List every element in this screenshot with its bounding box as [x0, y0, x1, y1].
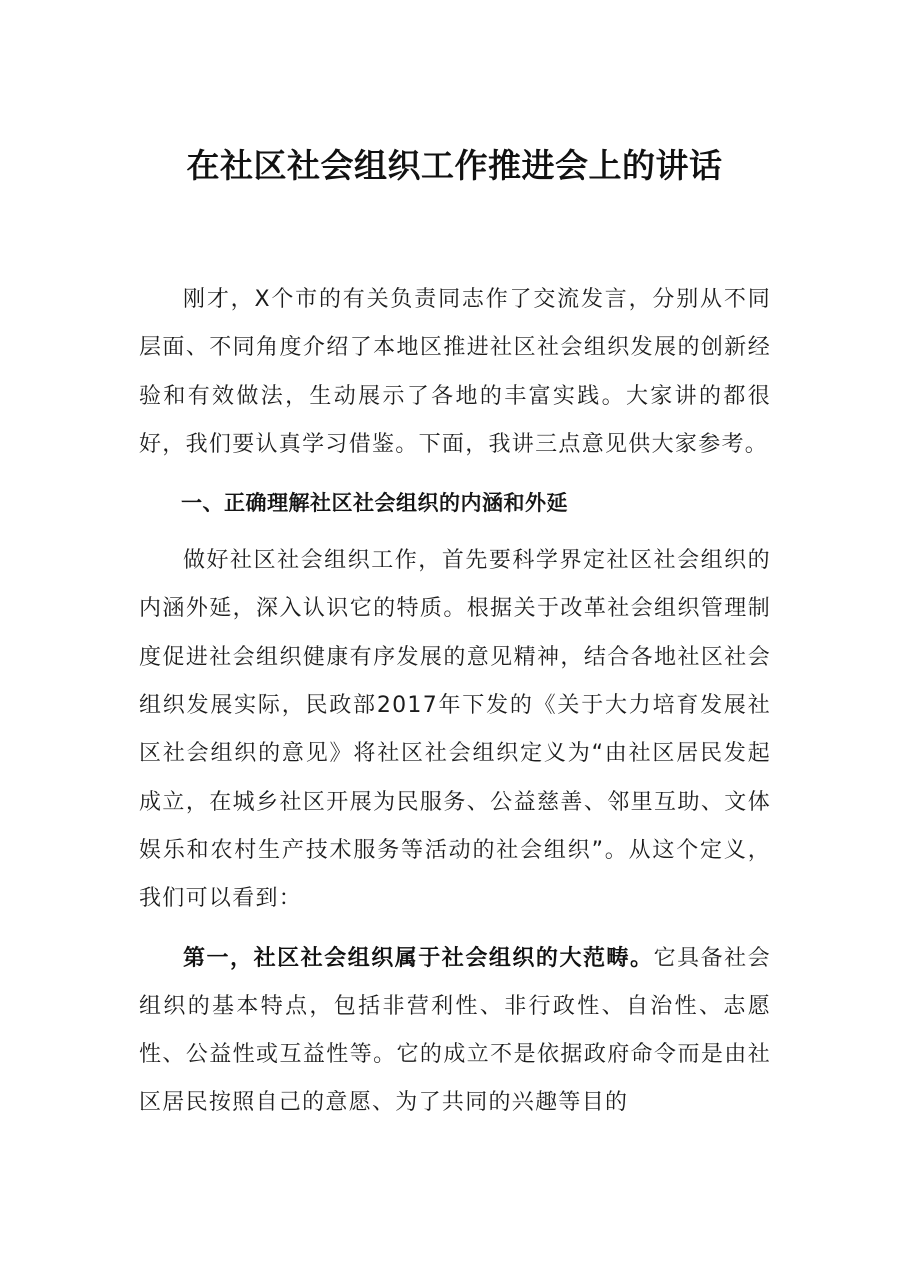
- document-body: [139, 276, 771, 1128]
- paragraph-first-point: [139, 934, 771, 1128]
- section-heading-1: 一、正确理解社区社会组织的内涵和外延: [181, 491, 568, 516]
- first-point-lead: 第一，社区社会组织属于社会组织的大范畴。: [183, 944, 654, 971]
- first-point-body: 它具备社会组织的基本特点，包括非营利性、非行政性、自治性、志愿性、公益性或互益性等。它的成立不是依据政府命令而是由社区居民按照自己的意愿、为了共同的兴趣等目的: [139, 945, 771, 1116]
- document-title: 在社区社会组织工作推进会上的讲话: [186, 146, 723, 185]
- paragraph-definition: 做好社区社会组织工作，首先要科学界定社区社会组织的内涵外延，深入认识它的特质。根据关于改革社会组织管理制度促进社会组织健康有序发展的意见精神，结合各地社区社会组织发展实际，民政部2017年下发的《关于大力培育发展社区社会组织的意见》将社区社会组织定义为“由社区居民发起成立，在城乡社区开展为民服务、公益慈善、邻里互助、文体娱乐和农村生产技术服务等活动的社会组织”。从这个定义，我们可以看到：: [139, 548, 771, 912]
- paragraph-intro: 刚才，X个市的有关负责同志作了交流发言，分别从不同层面、不同角度介绍了本地区推进社区社会组织发展的创新经验和有效做法，生动展示了各地的丰富实践。大家讲的都很好，我们要认真学习借鉴。下面，我讲三点意见供大家参考。: [139, 287, 771, 457]
